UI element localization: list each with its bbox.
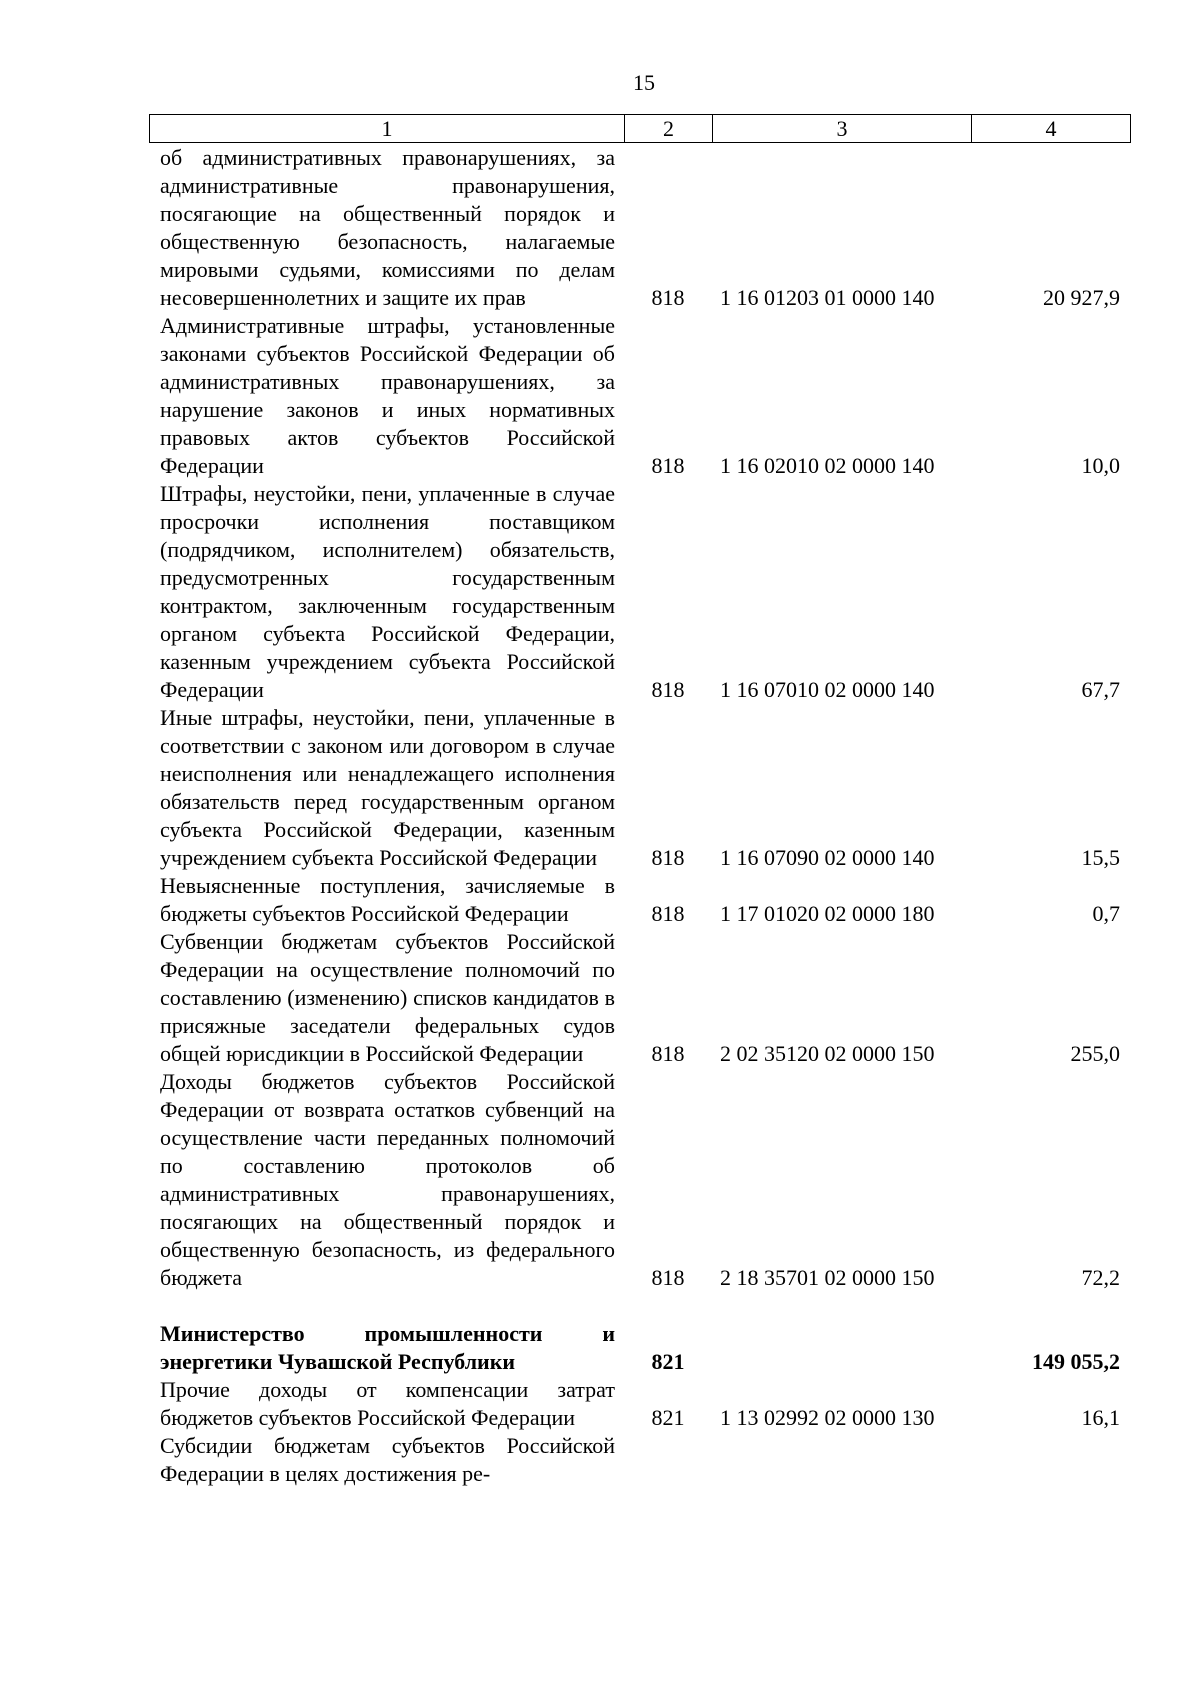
row-budget-code: 1 16 07010 02 0000 140 xyxy=(720,677,935,702)
row-admin-code: 818 xyxy=(651,285,685,310)
page-number-text: 15 xyxy=(633,70,655,95)
row-amount: 10,0 xyxy=(1081,453,1120,478)
row-budget-code: 2 18 35701 02 0000 150 xyxy=(720,1265,935,1290)
row-admin-code: 818 xyxy=(651,677,685,702)
table-row xyxy=(160,872,1120,928)
row-description: Административные штрафы, установленные законами субъектов Российской Федерации об административных правонарушениях, за нарушение законов и иных нормативных правовых актов субъектов Российской Федерации xyxy=(160,313,615,478)
row-amount: 255,0 xyxy=(1070,1041,1120,1066)
row-amount: 20 927,9 xyxy=(1043,285,1120,310)
revenue-table-body xyxy=(160,144,1120,1488)
column-header-2: 2 xyxy=(625,115,713,143)
row-description: Невыясненные поступления, зачисляемые в бюджеты субъектов Российской Федерации xyxy=(160,873,615,926)
row-description: Субвенции бюджетам субъектов Российской Федерации на осуществление полномочий по составлению (изменению) списков кандидатов в присяжные заседатели федеральных судов общей юрисдикции в Российской Федерации xyxy=(160,929,615,1066)
column-header-4: 4 xyxy=(972,115,1131,143)
row-amount: 0,7 xyxy=(1092,901,1120,926)
ministry-heading-row xyxy=(160,1320,1120,1376)
row-amount: 16,1 xyxy=(1081,1405,1120,1430)
row-admin-code: 818 xyxy=(651,1265,685,1290)
row-budget-code: 1 16 02010 02 0000 140 xyxy=(720,453,935,478)
table-row xyxy=(160,480,1120,704)
column-header-row xyxy=(150,115,1131,143)
row-admin-code: 818 xyxy=(651,1041,685,1066)
ministry-title: Министерство промышленности и энергетики Чувашской Республики xyxy=(160,1321,615,1374)
column-header-table xyxy=(149,114,1131,143)
row-admin-code: 818 xyxy=(651,901,685,926)
row-amount: 72,2 xyxy=(1081,1265,1120,1290)
table-row xyxy=(160,928,1120,1068)
row-description: Прочие доходы от компенсации затрат бюджетов субъектов Российской Федерации xyxy=(160,1377,615,1430)
row-budget-code: 1 16 07090 02 0000 140 xyxy=(720,845,935,870)
table-row xyxy=(160,1432,1120,1488)
ministry-total-amount: 149 055,2 xyxy=(1032,1349,1120,1374)
row-description: Штрафы, неустойки, пени, уплаченные в случае просрочки исполнения поставщиком (подрядчиком, исполнителем) обязательств, предусмотренных государственным контрактом, заключенным государственным органом субъекта Российской Федерации, казенным учреждением субъекта Российской Федерации xyxy=(160,481,615,702)
table-row xyxy=(160,144,1120,312)
column-header-1: 1 xyxy=(150,115,625,143)
table-row xyxy=(160,1376,1120,1432)
row-budget-code: 1 16 01203 01 0000 140 xyxy=(720,285,935,310)
row-amount: 15,5 xyxy=(1081,845,1120,870)
row-description: Доходы бюджетов субъектов Российской Федерации от возврата остатков субвенций на осуществление части переданных полномочий по составлению протоколов об административных правонарушениях, посягающих на общественный порядок и общественную безопасность, из федерального бюджета xyxy=(160,1069,615,1290)
row-budget-code: 2 02 35120 02 0000 150 xyxy=(720,1041,935,1066)
row-admin-code: 818 xyxy=(651,845,685,870)
row-admin-code: 818 xyxy=(651,453,685,478)
row-description: об административных правонарушениях, за административные правонарушения, посягающие на общественный порядок и общественную безопасность, налагаемые мировыми судьями, комиссиями по делам несовершеннолетних и защите их прав xyxy=(160,145,615,310)
column-header-3: 3 xyxy=(713,115,972,143)
row-amount: 67,7 xyxy=(1081,677,1120,702)
row-description: Субсидии бюджетам субъектов Российской Федерации в целях достижения ре- xyxy=(160,1433,615,1486)
row-admin-code: 821 xyxy=(651,1349,685,1374)
row-admin-code: 821 xyxy=(651,1405,685,1430)
row-description: Иные штрафы, неустойки, пени, уплаченные в соответствии с законом или договором в случае неисполнения или ненадлежащего исполнения обязательств перед государственным органом субъекта Российской Федерации, казенным учреждением субъекта Российской Федерации xyxy=(160,705,615,870)
table-row xyxy=(160,704,1120,872)
table-row xyxy=(160,1068,1120,1292)
row-budget-code: 1 13 02992 02 0000 130 xyxy=(720,1405,935,1430)
table-row xyxy=(160,312,1120,480)
row-budget-code: 1 17 01020 02 0000 180 xyxy=(720,901,935,926)
